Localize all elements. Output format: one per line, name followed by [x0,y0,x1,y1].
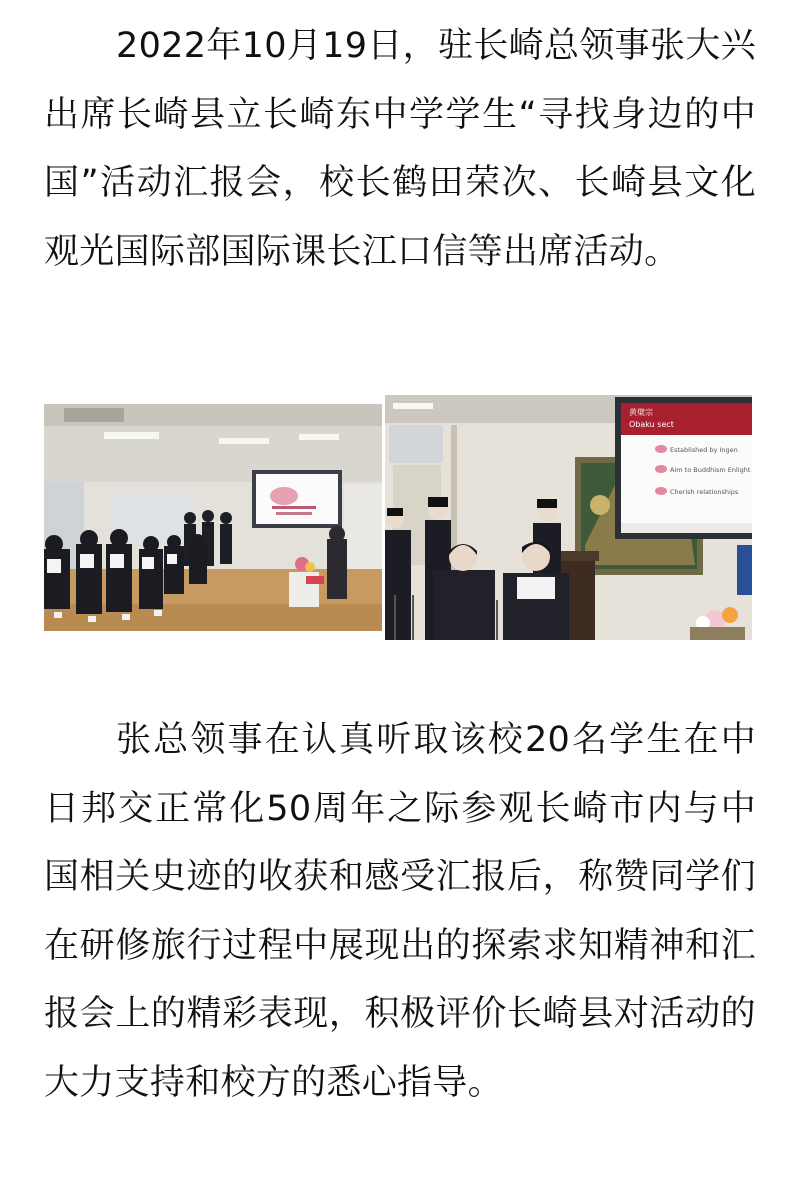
screen-heading-en: Obaku sect [629,420,674,429]
screen-bullet-1: Established by Ingen [670,446,738,454]
event-photo-classroom [44,404,382,631]
screen-heading-jp: 黄檗宗 [629,408,653,417]
screen-bullet-2: Aim to Buddhism Enlight [670,466,751,474]
event-photo-presentation [385,395,752,640]
paragraph-intro: 2022年10月19日，驻长崎总领事张大兴出席长崎县立长崎东中学学生“寻找身边的中国”活动汇报会，校长鹤田荣次、长崎县文化观光国际部国际课长江口信等出席活动。 [44,26,756,272]
paragraph-summary: 张总领事在认真听取该校20名学生在中日邦交正常化50周年之际参观长崎市内与中国相关史迹的收获和感受汇报后，称赞同学们在研修旅行过程中展现出的探索求知精神和汇报会上的精彩表现，积极评价长崎县对活动的大力支持和校方的悉心指导。 [44,720,756,1103]
screen-bullet-3: Cherish relationships [670,488,739,496]
